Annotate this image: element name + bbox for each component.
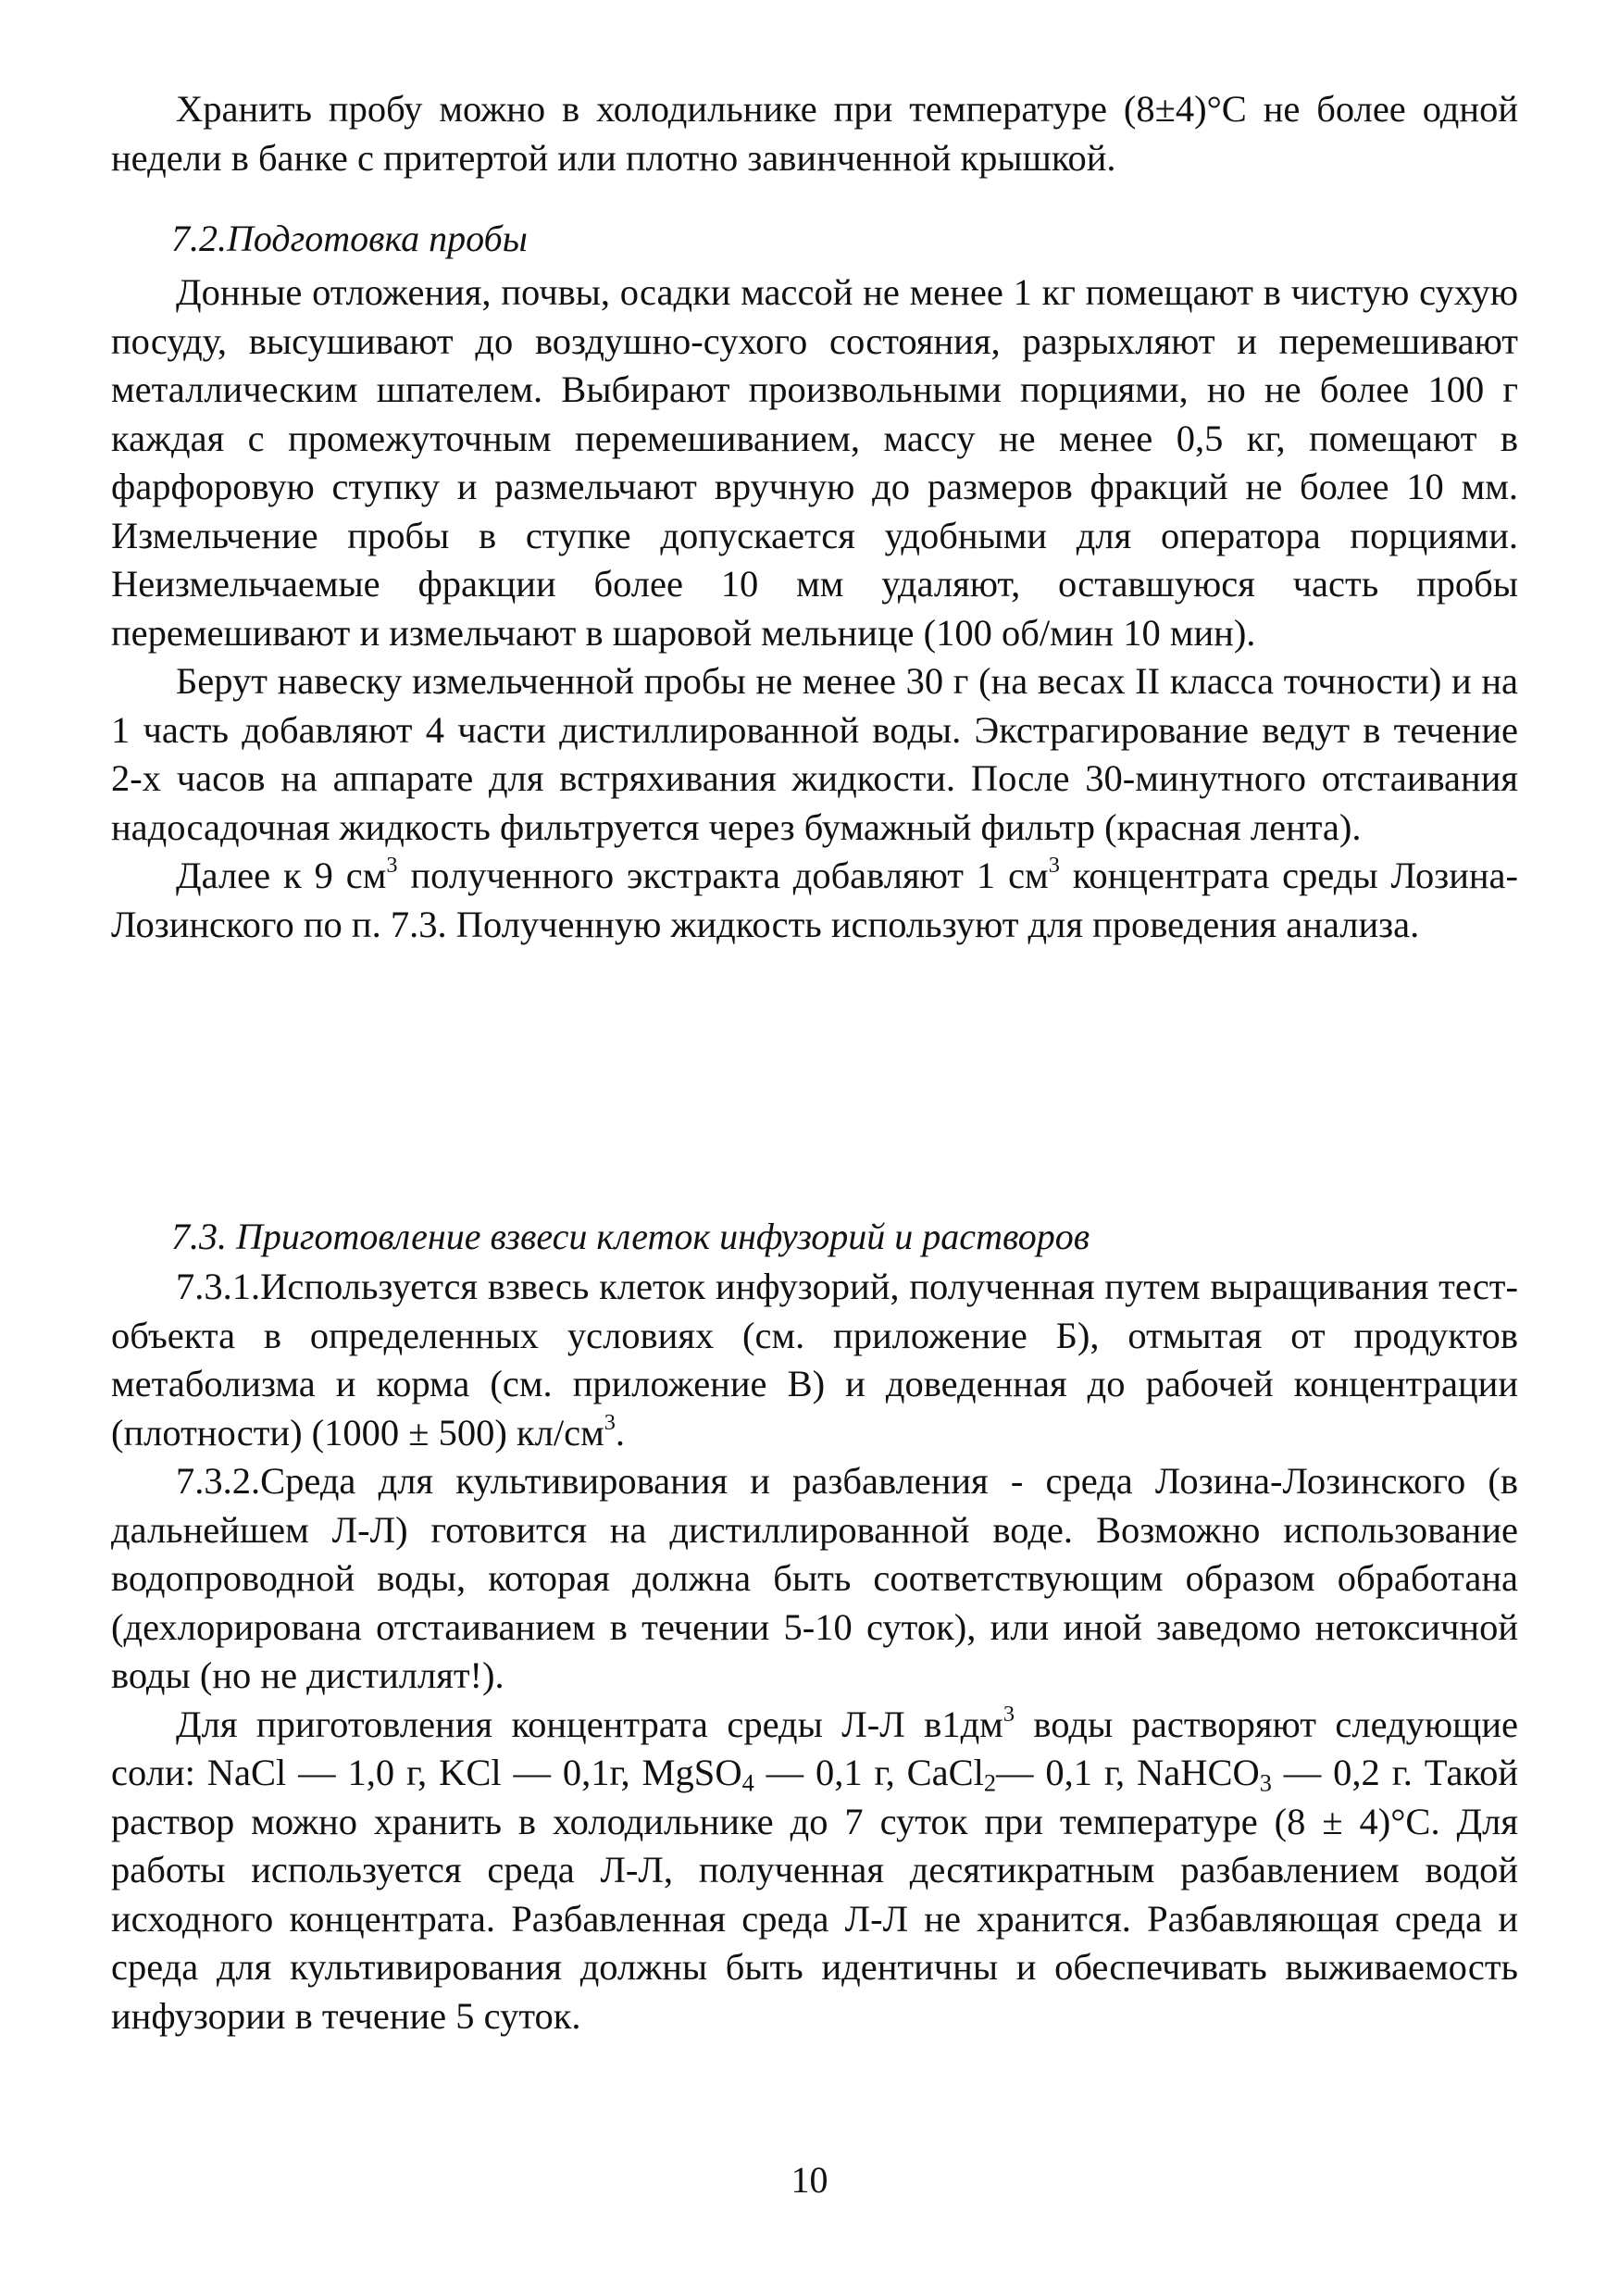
s73-p1-superscript: 3 [604,1409,616,1435]
intro-paragraph: Хранить пробу можно в холодильнике при температуре (8±4)°С не более одной недели в банке с притертой или плотно завинченной крышкой. [111,88,1518,179]
section-7-2-paragraph-1: Донные отложения, почвы, осадки массой не менее 1 кг помещают в чистую сухую посуду, высушивают до воздушно-сухого состояния, разрыхляют и перемешивают металлическим шпателем. Выбирают произвольными порциями, но не более 100 г каждая с промежуточным перемешиванием, массу не менее 0,5 кг, помещают в фарфоровую ступку и размельчают вручную до размеров фракций не более 10 мм. Измельчение пробы в ступке допускается удобными для оператора порциями. Неизмельчаемые фракции более 10 мм удаляют, оставшуюся часть пробы перемешивают и измельчают в шаровой мельнице (100 об/мин 10 мин). [111,271,1518,654]
s73-p3-subscript-3: 3 [1259,1769,1272,1797]
p3-superscript-2: 3 [1048,853,1060,878]
section-7-3-paragraph-1 [111,1263,1518,1457]
p3-text-a: Далее к 9 см [176,855,387,896]
section-7-3-heading: 7.3. Приготовление взвеси клеток инфузорий и растворов [171,1216,1090,1257]
section-7-2-paragraph-3 [111,852,1518,949]
s73-p3-text-d: — 0,1 г, NaHCO [996,1752,1260,1793]
s73-p3-text-a: Для приготовления концентрата среды Л-Л в1дм [176,1703,1003,1745]
section-7-3-body [111,1263,1518,2040]
s73-p3-subscript-2: 2 [983,1769,997,1797]
section-7-2-paragraph-2-text: Берут навеску измельченной пробы не менее 30 г (на весах II класса точности) и на 1 часть добавляют 4 части дистиллированной воды. Экстрагирование ведут в течение 2-х часов на аппарате для встряхивания жидкости. После 30-минутного отстаивания надосадочная жидкость фильтруется через бумажный фильтр (красная лента). [111,660,1518,848]
section-7-2-heading: 7.2.Подготовка пробы [171,218,528,259]
s73-p1-text-b: . [615,1411,626,1454]
s73-p3-text-e: — 0,2 г. Такой раствор можно хранить в холодильнике до 7 суток при температуре (8 ± 4)°С. Для работы используется среда Л-Л, полученная десятикратным разбавлением водой исходного концентрата. Разбавленная среда Л-Л не хранится. Разбавляющая среда и среда для культивирования должны быть идентичны и обеспечивать выживаемость инфузории в течение 5 суток. [111,1752,1518,2037]
section-7-3-paragraph-3 [111,1701,1518,2041]
intro-block [111,85,1518,182]
p3-superscript-1: 3 [386,853,398,878]
s73-p3-text-b: воды растворяют следующие соли: NaCl — 1,0 г, KCl — 0,1г, MgSO [111,1703,1518,1793]
s73-p3-text-c: — 0,1 г, CaCl [753,1752,984,1793]
s73-p1-text-a: 7.3.1.Используется взвесь клеток инфузорий, полученная путем выращивания тест-объекта в определенных условиях (см. приложение Б), отмытая от продуктов метаболизма и корма (см. приложение В) и доведенная до рабочей концентрации (плотности) (1000 ± 500) кл/см [111,1266,1518,1454]
p3-text-b: полученного экстракта добавляют 1 см [397,855,1049,896]
section-7-2-paragraph-2 [111,657,1518,852]
section-7-2-body [111,268,1518,949]
page-number: 10 [791,2159,828,2201]
s73-p3-subscript-1: 4 [741,1769,754,1797]
p3-text-c: концентрата среды Лозина-Лозинского по п. 7.3. Полученную жидкость используют для проведения анализа. [111,855,1518,945]
section-7-3-paragraph-2: 7.3.2.Среда для культивирования и разбавления - среда Лозина-Лозинского (в дальнейшем Л-Л) готовится на дистиллированной воде. Возможно использование водопроводной воды, которая должна быть соответствующим образом обработана (дехлорирована отстаиванием в течении 5-10 суток), или иной заведомо нетоксичной воды (но не дистиллят!). [111,1460,1518,1696]
s73-p3-superscript: 3 [1003,1701,1015,1727]
